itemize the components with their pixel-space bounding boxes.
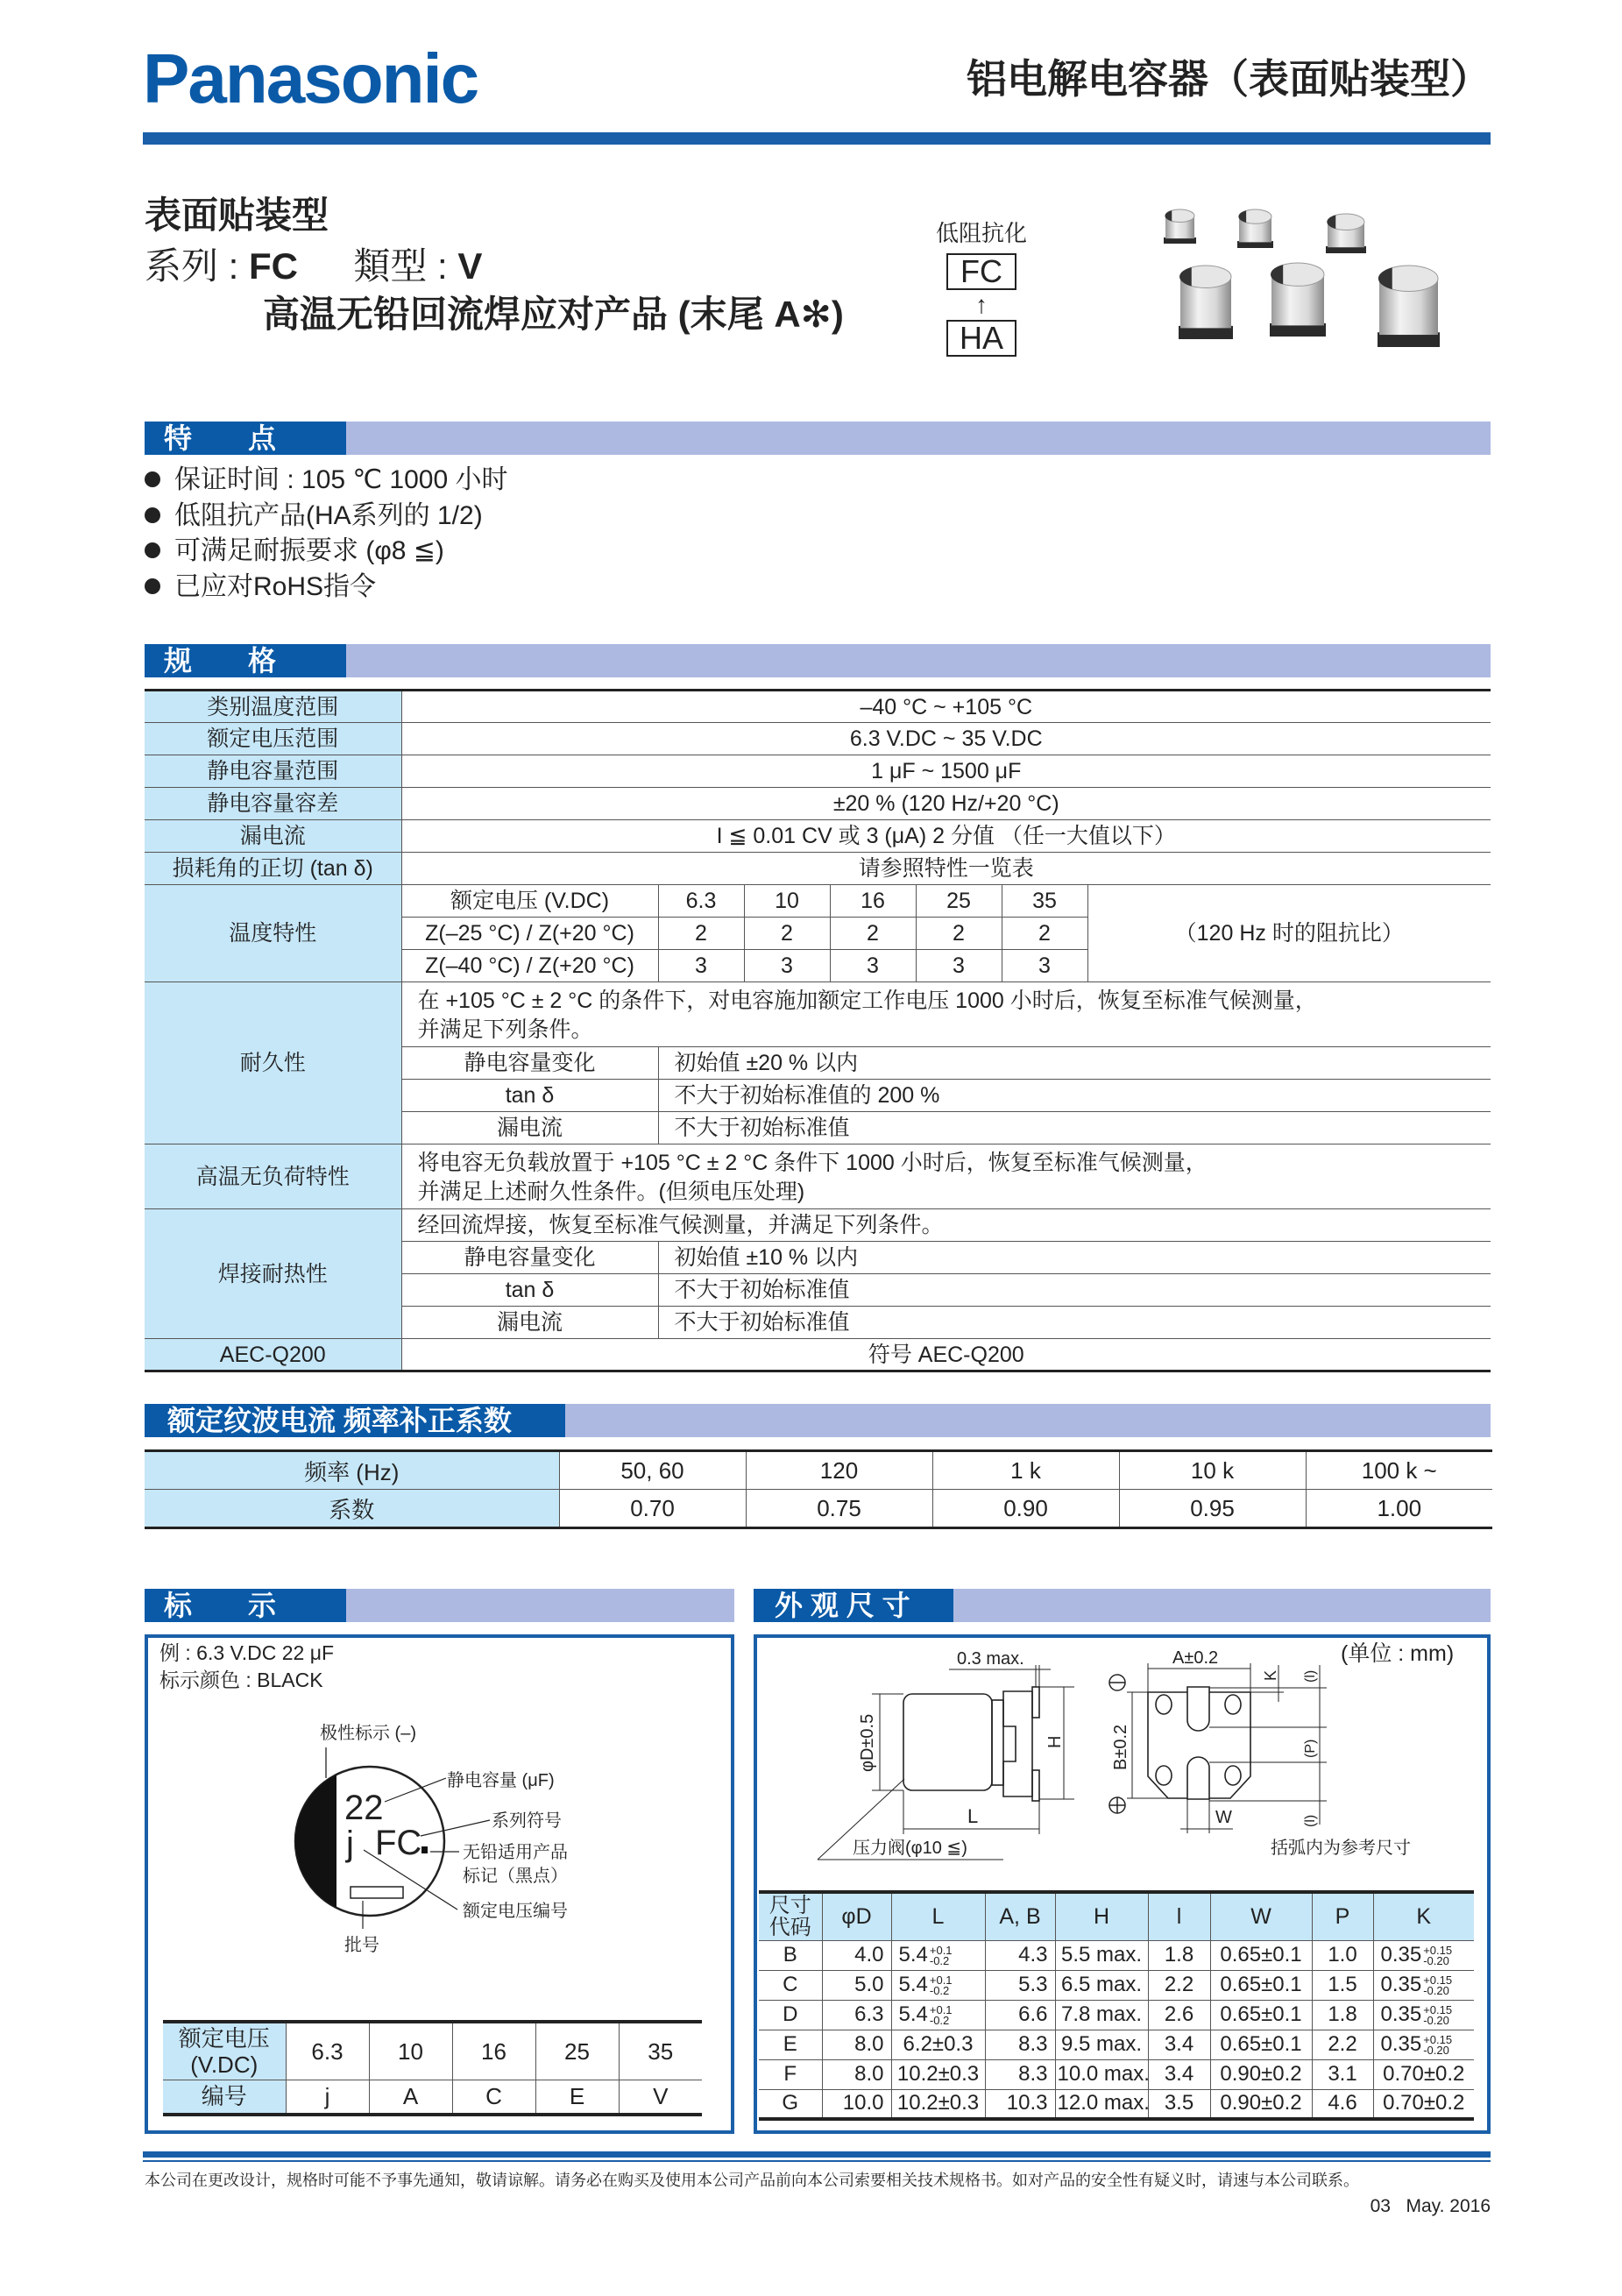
tolerance-minus: -0.2 bbox=[929, 1983, 950, 1997]
document-title: 铝电解电容器（表面贴装型） bbox=[967, 56, 1491, 102]
column-header: K bbox=[1373, 1892, 1474, 1940]
condition-value: 不大于初始标准值 bbox=[658, 1274, 1491, 1307]
voltage-cell: 35 bbox=[619, 2022, 702, 2080]
spec-label: 类别温度范围 bbox=[145, 691, 401, 723]
column-header: P bbox=[1312, 1892, 1373, 1940]
freq-cell: 120 bbox=[746, 1451, 932, 1490]
voltage-code-table bbox=[163, 2020, 702, 2116]
length-cell bbox=[891, 1970, 985, 2000]
coef-cell: 0.90 bbox=[932, 1490, 1119, 1528]
p-cell: 4.6 bbox=[1312, 2089, 1373, 2119]
table-row bbox=[145, 853, 1491, 885]
series-lineage bbox=[929, 216, 1034, 357]
spec-label: 耐久性 bbox=[145, 982, 401, 1144]
footer-page-date bbox=[1371, 2196, 1491, 2217]
height-cell: 7.8 max. bbox=[1055, 2000, 1148, 2030]
p-cell: 2.2 bbox=[1312, 2030, 1373, 2059]
freq-label: 频率 (Hz) bbox=[145, 1451, 559, 1490]
spec-label: 额定电压范围 bbox=[145, 723, 401, 755]
text-line: 并满足上述耐久性条件。(但须电压处理) bbox=[417, 1179, 805, 1204]
base-value: 10.2±0.3 bbox=[896, 2062, 980, 2086]
height-cell: 10.0 max. bbox=[1055, 2059, 1148, 2089]
feature-item: 可满足耐振要求 (φ8 ≦) bbox=[145, 534, 508, 570]
ripple-title: 额定纹波电流 频率补正系数 bbox=[145, 1404, 565, 1437]
endurance-text bbox=[401, 982, 1491, 1047]
condition-name: tan δ bbox=[401, 1274, 658, 1307]
voltage-code-label: 额定电压编号 bbox=[463, 1902, 568, 1921]
tolerance-minus: -0.20 bbox=[1423, 2043, 1449, 2057]
dimensions-title: 外 观 尺 寸 bbox=[754, 1589, 953, 1622]
p-cell: 1.8 bbox=[1312, 2000, 1373, 2030]
ab-cell: 5.3 bbox=[985, 1970, 1055, 2000]
w-cell: 0.90±0.2 bbox=[1210, 2059, 1312, 2089]
condition-value: 初始值 ±10 % 以内 bbox=[658, 1242, 1491, 1274]
table-row bbox=[759, 1970, 1474, 2000]
feature-item: 保证时间 : 105 ℃ 1000 小时 bbox=[145, 463, 508, 499]
temp-note: （120 Hz 时的阻抗比） bbox=[1087, 885, 1491, 982]
table-row bbox=[145, 1144, 1491, 1209]
code-cell: C bbox=[452, 2080, 535, 2115]
table-row bbox=[163, 2022, 702, 2080]
freq-cell: 1 k bbox=[932, 1451, 1119, 1490]
table-row bbox=[145, 788, 1491, 820]
capacitance-label: 静电容量 (μF) bbox=[447, 1771, 555, 1790]
voltage-header-line: 额定电压 bbox=[178, 2024, 270, 2052]
specs-title: 规 格 bbox=[145, 644, 346, 677]
terminal-negative bbox=[1187, 1687, 1209, 1731]
series-symbol-label: 系列符号 bbox=[492, 1811, 562, 1831]
spec-label: 温度特性 bbox=[145, 885, 401, 982]
height-cell: 6.5 max. bbox=[1055, 1970, 1148, 2000]
base-value: 0.35 bbox=[1380, 1943, 1422, 1966]
column-header bbox=[759, 1892, 822, 1940]
series-value: FC bbox=[249, 245, 299, 287]
voltage-cell: 10 bbox=[744, 885, 830, 918]
tolerance bbox=[1423, 1975, 1452, 1996]
tolerance-minus: -0.20 bbox=[1423, 1983, 1449, 1997]
voltage-cell: 16 bbox=[452, 2022, 535, 2080]
reference-note: 括弧内为参考尺寸 bbox=[1271, 1839, 1411, 1858]
spec-value: 1 μF ~ 1500 μF bbox=[401, 755, 1491, 788]
base-value: 0.70±0.2 bbox=[1383, 2062, 1465, 2086]
voltage-cell: 10 bbox=[369, 2022, 452, 2080]
lot-box bbox=[351, 1887, 403, 1898]
voltage-cell: 25 bbox=[535, 2022, 619, 2080]
temp-header: 额定电压 (V.DC) bbox=[401, 885, 658, 918]
mark-voltage-code: j bbox=[346, 1825, 354, 1863]
tolerance-plus: +0.1 bbox=[929, 1943, 953, 1957]
coef-cell: 0.70 bbox=[559, 1490, 746, 1528]
solder-text: 经回流焊接，恢复至标准气候测量，并满足下列条件。 bbox=[401, 1209, 1491, 1242]
marking-color: 标示颜色 : BLACK bbox=[159, 1669, 323, 1691]
lot-label: 批号 bbox=[344, 1936, 379, 1955]
l-cell: 1.8 bbox=[1148, 1940, 1210, 1970]
footer-divider-thin bbox=[143, 2160, 1491, 2162]
text-line: 将电容无负载放置于 +105 °C ± 2 °C 条件下 1000 小时后，恢复至标准气候测量， bbox=[417, 1150, 1208, 1175]
tolerance-plus: +0.15 bbox=[1423, 2002, 1453, 2016]
marking-title: 标 示 bbox=[145, 1589, 346, 1622]
spec-value: 符号 AEC-Q200 bbox=[401, 1339, 1491, 1371]
diameter-cell: 4.0 bbox=[822, 1940, 891, 1970]
k-cell bbox=[1373, 2059, 1474, 2089]
spec-label: 漏电流 bbox=[145, 820, 401, 853]
features-list bbox=[145, 463, 508, 605]
dim-label-L: L bbox=[967, 1805, 979, 1827]
length-cell bbox=[891, 2059, 985, 2089]
feature-item: 低阻抗产品(HA系列的 1/2) bbox=[145, 499, 508, 535]
w-cell: 0.65±0.1 bbox=[1210, 2000, 1312, 2030]
leadfree-label-2: 标记（黑点） bbox=[463, 1867, 568, 1886]
marking-header bbox=[145, 1589, 734, 1622]
code-cell: A bbox=[369, 2080, 452, 2115]
ratio-cell: 2 bbox=[658, 918, 744, 950]
k-cell bbox=[1373, 2089, 1474, 2119]
unit-label: (单位 : mm) bbox=[1341, 1641, 1455, 1666]
condition-value: 初始值 ±20 % 以内 bbox=[658, 1047, 1491, 1080]
diameter-cell: 10.0 bbox=[822, 2089, 891, 2119]
code-cell: E bbox=[535, 2080, 619, 2115]
tolerance-plus: +0.15 bbox=[1423, 1943, 1453, 1957]
height-cell: 5.5 max. bbox=[1055, 1940, 1148, 1970]
spec-label: 静电容量容差 bbox=[145, 788, 401, 820]
table-row bbox=[759, 2000, 1474, 2030]
tolerance-plus: +0.15 bbox=[1423, 2032, 1453, 2046]
capacitor-photo bbox=[1378, 266, 1440, 347]
ripple-table bbox=[145, 1449, 1492, 1529]
l-cell: 3.5 bbox=[1148, 2089, 1210, 2119]
diameter-cell: 6.3 bbox=[822, 2000, 891, 2030]
table-row bbox=[145, 885, 1491, 918]
k-cell bbox=[1373, 1940, 1474, 1970]
p-cell: 1.0 bbox=[1312, 1940, 1373, 1970]
leadfree-label: 无铅适用产品 bbox=[463, 1843, 568, 1862]
table-row bbox=[145, 691, 1491, 723]
table-row bbox=[759, 2030, 1474, 2059]
ratio-cell: 2 bbox=[1002, 918, 1087, 950]
table-row bbox=[163, 2080, 702, 2115]
page-number: 03 bbox=[1370, 2196, 1391, 2216]
voltage-header-unit: (V.DC) bbox=[190, 2051, 259, 2078]
size-code: B bbox=[759, 1940, 822, 1970]
coef-cell: 1.00 bbox=[1306, 1490, 1492, 1528]
condition-name: 漏电流 bbox=[401, 1112, 658, 1144]
spec-value: –40 °C ~ +105 °C bbox=[401, 691, 1491, 723]
spec-value: I ≦ 0.01 CV 或 3 (μA) 2 分值 （任一大值以下） bbox=[401, 820, 1491, 853]
capacitor-photo bbox=[1270, 263, 1326, 337]
dim-label-A: A±0.2 bbox=[1172, 1648, 1219, 1668]
series-label: 系列 : bbox=[145, 245, 250, 287]
panasonic-logo: Panasonic bbox=[143, 39, 478, 117]
length-cell bbox=[891, 2000, 985, 2030]
table-row bbox=[759, 2059, 1474, 2089]
l-cell: 2.2 bbox=[1148, 1970, 1210, 2000]
tolerance-minus: -0.2 bbox=[929, 2013, 950, 2027]
spec-label: AEC-Q200 bbox=[145, 1339, 401, 1371]
product-subtitle: 高温无铅回流焊应对产品 (末尾 A✻) bbox=[263, 294, 844, 335]
code-header: 编号 bbox=[163, 2080, 286, 2115]
voltage-cell: 6.3 bbox=[286, 2022, 369, 2080]
tolerance bbox=[929, 2002, 953, 2027]
dimension-drawing bbox=[754, 1630, 1490, 1884]
product-type: 表面贴装型 bbox=[145, 195, 329, 236]
spec-value: ±20 % (120 Hz/+20 °C) bbox=[401, 788, 1491, 820]
dim-label-0-3max: 0.3 max. bbox=[957, 1649, 1024, 1669]
dimensions-header bbox=[754, 1589, 1491, 1622]
header-divider bbox=[143, 132, 1491, 145]
text-line: 在 +105 °C ± 2 °C 的条件下，对电容施加额定工作电压 1000 小时后，恢复至标准气候测量， bbox=[417, 988, 1317, 1013]
capacitor-photo bbox=[1237, 209, 1273, 248]
capacitor-photo bbox=[1326, 214, 1366, 253]
code-cell: V bbox=[619, 2080, 702, 2115]
lineage-fc: FC bbox=[946, 253, 1016, 290]
k-cell bbox=[1373, 2000, 1474, 2030]
length-cell bbox=[891, 1940, 985, 1970]
tolerance-plus: +0.1 bbox=[929, 1973, 953, 1987]
tolerance-minus: -0.2 bbox=[929, 1953, 950, 1967]
voltage-header bbox=[163, 2022, 286, 2080]
footer-divider bbox=[143, 2151, 1491, 2158]
column-header: W bbox=[1210, 1892, 1312, 1940]
table-row bbox=[145, 820, 1491, 853]
size-code: D bbox=[759, 2000, 822, 2030]
ab-cell: 8.3 bbox=[985, 2059, 1055, 2089]
base-value: 0.70±0.2 bbox=[1383, 2091, 1465, 2115]
ripple-header bbox=[145, 1404, 1491, 1437]
dim-label-W: W bbox=[1215, 1808, 1232, 1827]
height-cell: 9.5 max. bbox=[1055, 2030, 1148, 2059]
diameter-cell: 5.0 bbox=[822, 1970, 891, 2000]
w-cell: 0.65±0.1 bbox=[1210, 2030, 1312, 2059]
arrow-up-icon: ↑ bbox=[975, 291, 988, 318]
ratio-cell: 2 bbox=[830, 918, 916, 950]
voltage-cell: 25 bbox=[916, 885, 1002, 918]
tolerance-plus: +0.1 bbox=[929, 2002, 953, 2016]
ratio-cell: 3 bbox=[916, 950, 1002, 982]
l-cell: 3.4 bbox=[1148, 2030, 1210, 2059]
dim-label-H: H bbox=[1045, 1735, 1065, 1748]
feature-item: 已应对RoHS指令 bbox=[145, 570, 508, 606]
ratio-cell: 3 bbox=[744, 950, 830, 982]
tolerance bbox=[1423, 1945, 1452, 1966]
ratio-cell: 3 bbox=[1002, 950, 1087, 982]
base-value: 5.4 bbox=[898, 1943, 928, 1966]
size-code: F bbox=[759, 2059, 822, 2089]
k-cell bbox=[1373, 1970, 1474, 2000]
valve-label: 压力阀(φ10 ≦) bbox=[853, 1839, 967, 1858]
mark-series: FC bbox=[375, 1824, 422, 1862]
capacitor-photo bbox=[1179, 266, 1233, 339]
base-value: 0.35 bbox=[1380, 1973, 1422, 1996]
dimensions-table bbox=[759, 1890, 1474, 2121]
table-row bbox=[145, 982, 1491, 1047]
freq-cell: 10 k bbox=[1119, 1451, 1306, 1490]
size-code-header: 尺寸代码 bbox=[769, 1894, 811, 1940]
shelf-text bbox=[401, 1144, 1491, 1209]
table-row bbox=[145, 723, 1491, 755]
tolerance bbox=[930, 1945, 953, 1966]
tolerance bbox=[930, 1975, 953, 1996]
marking-example: 例 : 6.3 V.DC 22 μF bbox=[159, 1641, 335, 1664]
leadfree-dot bbox=[421, 1846, 428, 1853]
features-header bbox=[145, 422, 1491, 455]
voltage-cell: 35 bbox=[1002, 885, 1087, 918]
height-cell: 12.0 max. bbox=[1055, 2089, 1148, 2119]
spec-label: 静电容量范围 bbox=[145, 755, 401, 788]
ab-cell: 10.3 bbox=[985, 2089, 1055, 2119]
spec-label: 高温无负荷特性 bbox=[145, 1144, 401, 1209]
l-cell: 3.4 bbox=[1148, 2059, 1210, 2089]
column-header: φD bbox=[822, 1892, 891, 1940]
spec-value: 请参照特性一览表 bbox=[401, 853, 1491, 885]
size-code: E bbox=[759, 2030, 822, 2059]
series-line bbox=[145, 244, 482, 289]
ab-cell: 4.3 bbox=[985, 1940, 1055, 1970]
freq-cell: 100 k ~ bbox=[1306, 1451, 1492, 1490]
p-cell: 3.1 bbox=[1312, 2059, 1373, 2089]
spec-label: 损耗角的正切 (tan δ) bbox=[145, 853, 401, 885]
tolerance-minus: -0.20 bbox=[1423, 2013, 1449, 2027]
w-cell: 0.65±0.1 bbox=[1210, 1970, 1312, 2000]
product-photo bbox=[1157, 202, 1498, 355]
condition-name: 静电容量变化 bbox=[401, 1242, 658, 1274]
spec-table bbox=[145, 689, 1491, 1372]
ratio-cell: 3 bbox=[658, 950, 744, 982]
w-cell: 0.65±0.1 bbox=[1210, 1940, 1312, 1970]
lineage-label: 低阻抗化 bbox=[935, 220, 1027, 246]
dim-label-B: B±0.2 bbox=[1111, 1724, 1130, 1770]
lineage-ha: HA bbox=[946, 320, 1016, 357]
kind-value: V bbox=[457, 245, 483, 287]
voltage-cell: 16 bbox=[830, 885, 916, 918]
table-row bbox=[145, 1451, 1492, 1490]
table-row bbox=[145, 1209, 1491, 1242]
tolerance bbox=[1423, 2032, 1453, 2057]
dim-label-l2: (l) bbox=[1303, 1814, 1318, 1827]
mark-capacitance: 22 bbox=[344, 1789, 384, 1827]
coef-cell: 0.95 bbox=[1119, 1490, 1306, 1528]
size-code: C bbox=[759, 1970, 822, 2000]
condition-value: 不大于初始标准值的 200 % bbox=[658, 1080, 1491, 1112]
diameter-cell: 8.0 bbox=[822, 2059, 891, 2089]
column-header: A, B bbox=[985, 1892, 1055, 1940]
dim-label-P: (P) bbox=[1303, 1739, 1318, 1758]
dim-label-phiD: φD±0.5 bbox=[858, 1713, 877, 1772]
column-header: L bbox=[891, 1892, 985, 1940]
column-header: l bbox=[1148, 1892, 1210, 1940]
size-code: G bbox=[759, 2089, 822, 2119]
condition-name: tan δ bbox=[401, 1080, 658, 1112]
base-value: 0.35 bbox=[1380, 2032, 1422, 2056]
dim-label-l1: (l) bbox=[1303, 1669, 1318, 1683]
table-row bbox=[145, 1339, 1491, 1371]
table-header-row bbox=[759, 1892, 1474, 1940]
voltage-cell: 6.3 bbox=[658, 885, 744, 918]
specs-header bbox=[145, 644, 1491, 677]
spec-label: 焊接耐热性 bbox=[145, 1209, 401, 1339]
polarity-label: 极性标示 (–) bbox=[320, 1724, 416, 1743]
condition-value: 不大于初始标准值 bbox=[658, 1307, 1491, 1339]
length-cell bbox=[891, 2030, 985, 2059]
base-value: 10.2±0.3 bbox=[896, 2091, 980, 2115]
coef-label: 系数 bbox=[145, 1490, 559, 1528]
footer-disclaimer: 本公司在更改设计，规格时可能不予事先通知，敬请谅解。请务必在购买及使用本公司产品前向本公司索要相关技术规格书。如对产品的安全性有疑义时，请速与本公司联系。 bbox=[145, 2172, 1359, 2189]
temp-row-label: Z(–25 °C) / Z(+20 °C) bbox=[401, 918, 658, 950]
table-row bbox=[759, 2089, 1474, 2119]
p-cell: 1.5 bbox=[1312, 1970, 1373, 2000]
issue-date: May. 2016 bbox=[1406, 2196, 1491, 2216]
condition-name: 静电容量变化 bbox=[401, 1047, 658, 1080]
ab-cell: 6.6 bbox=[985, 2000, 1055, 2030]
coef-cell: 0.75 bbox=[746, 1490, 932, 1528]
base-value: 0.35 bbox=[1380, 2002, 1422, 2026]
features-title: 特 点 bbox=[145, 422, 346, 455]
terminal-positive bbox=[1187, 1757, 1209, 1799]
base-value: 6.2±0.3 bbox=[903, 2032, 974, 2056]
length-cell bbox=[891, 2089, 985, 2119]
condition-name: 漏电流 bbox=[401, 1307, 658, 1339]
tolerance bbox=[1423, 2002, 1453, 2027]
spec-value: 6.3 V.DC ~ 35 V.DC bbox=[401, 723, 1491, 755]
temp-row-label: Z(–40 °C) / Z(+20 °C) bbox=[401, 950, 658, 982]
freq-cell: 50, 60 bbox=[559, 1451, 746, 1490]
base-value: 5.4 bbox=[898, 2002, 928, 2026]
l-cell: 2.6 bbox=[1148, 2000, 1210, 2030]
ratio-cell: 2 bbox=[916, 918, 1002, 950]
base-value: 5.4 bbox=[898, 1973, 928, 1996]
marking-diagram bbox=[140, 1630, 736, 2016]
capacitor-photo bbox=[1164, 209, 1196, 244]
ab-cell: 8.3 bbox=[985, 2030, 1055, 2059]
k-cell bbox=[1373, 2030, 1474, 2059]
polarity-band bbox=[295, 1775, 336, 1908]
table-row bbox=[759, 1940, 1474, 1970]
code-cell: j bbox=[286, 2080, 369, 2115]
w-cell: 0.90±0.2 bbox=[1210, 2089, 1312, 2119]
dim-label-K: K bbox=[1262, 1669, 1279, 1681]
ratio-cell: 3 bbox=[830, 950, 916, 982]
ratio-cell: 2 bbox=[744, 918, 830, 950]
capacitor-body-side bbox=[903, 1694, 992, 1790]
table-row bbox=[145, 1490, 1492, 1528]
column-header: H bbox=[1055, 1892, 1148, 1940]
table-row bbox=[145, 755, 1491, 788]
kind-label: 類型 : bbox=[353, 245, 458, 287]
diameter-cell: 8.0 bbox=[822, 2030, 891, 2059]
tolerance-minus: -0.20 bbox=[1423, 1953, 1449, 1967]
tolerance-plus: +0.15 bbox=[1423, 1973, 1453, 1987]
condition-value: 不大于初始标准值 bbox=[658, 1112, 1491, 1144]
text-line: 并满足下列条件。 bbox=[417, 1017, 593, 1042]
